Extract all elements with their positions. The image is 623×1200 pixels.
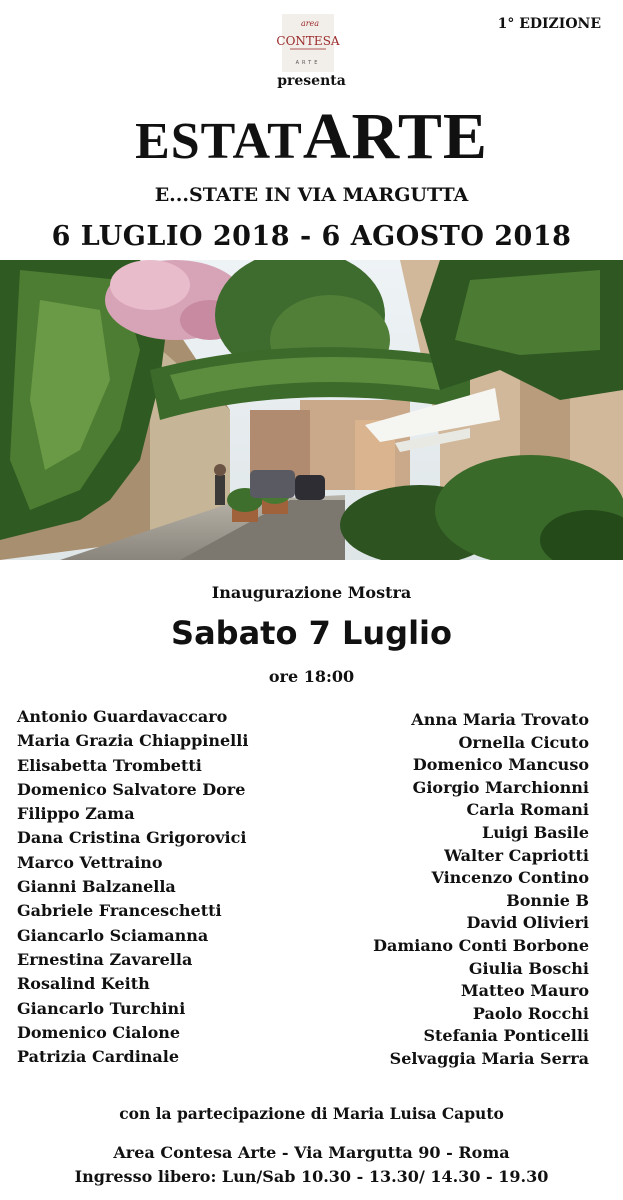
opening-time: ore 18:00 xyxy=(268,667,355,686)
area-contesa-arte-logo xyxy=(276,12,340,74)
artist-name: Antonio Guardavaccaro xyxy=(17,707,228,726)
artist-name: Vincenzo Contino xyxy=(431,868,589,888)
logo-main-text: CONTESA xyxy=(276,34,340,48)
artist-name: Patrizia Cardinale xyxy=(17,1047,180,1067)
event-dates: 6 LUGLIO 2018 - 6 AGOSTO 2018 xyxy=(51,221,572,252)
event-subtitle: E...STATE IN VIA MARGUTTA xyxy=(154,184,469,206)
artist-name: Ernestina Zavarella xyxy=(17,949,193,969)
artist-name: Maria Grazia Chiappinelli xyxy=(17,731,249,751)
artist-name: Domenico Cialone xyxy=(17,1022,181,1042)
artist-name: Luigi Basile xyxy=(481,822,589,842)
artist-name: Walter Capriotti xyxy=(444,845,589,865)
street-photo xyxy=(0,260,623,560)
logo-top-text: area xyxy=(300,19,320,28)
artist-name: Anna Maria Trovato xyxy=(411,710,589,729)
venue-address: Area Contesa Arte - Via Margutta 90 - Roma xyxy=(113,1143,510,1162)
artist-name: Selvaggia Maria Serra xyxy=(389,1048,589,1068)
artist-name: Rosalind Keith xyxy=(17,974,150,994)
artist-name: Carla Romani xyxy=(466,800,589,820)
edition-label: 1° EDIZIONE xyxy=(497,16,601,32)
event-title-part2: ARTE xyxy=(302,100,488,173)
artist-name: Gabriele Franceschetti xyxy=(17,901,222,921)
artist-name: David Olivieri xyxy=(466,913,589,933)
opening-day: Sabato 7 Luglio xyxy=(171,614,452,652)
artist-name: Bonnie B xyxy=(506,890,589,910)
artist-name: Giancarlo Turchini xyxy=(17,998,186,1018)
event-title xyxy=(0,100,623,173)
artists-list-right xyxy=(373,709,589,1071)
presenta-label: presenta xyxy=(277,73,346,89)
artist-name: Ornella Cicuto xyxy=(458,732,589,752)
artist-name: Matteo Mauro xyxy=(460,981,589,1001)
artist-name: Damiano Conti Borbone xyxy=(373,935,589,955)
participation-note: con la partecipazione di Maria Luisa Caputo xyxy=(119,1104,504,1123)
artist-name: Filippo Zama xyxy=(17,804,135,824)
event-title-part1: ESTAT xyxy=(135,113,303,170)
artist-name: Domenico Salvatore Dore xyxy=(17,779,246,799)
artist-name: Gianni Balzanella xyxy=(17,877,176,897)
artist-name: Giulia Boschi xyxy=(468,958,589,978)
artist-name: Domenico Mancuso xyxy=(412,755,589,775)
artist-name: Giorgio Marchionni xyxy=(412,777,589,797)
logo-bottom-text: ARTE xyxy=(295,60,321,66)
artist-name: Elisabetta Trombetti xyxy=(17,755,202,775)
inauguration-heading: Inaugurazione Mostra xyxy=(211,583,412,602)
artists-list-left xyxy=(17,705,248,1069)
artist-name: Marco Vettraino xyxy=(17,852,163,872)
artist-name: Dana Cristina Grigorovici xyxy=(17,828,247,848)
opening-hours: Ingresso libero: Lun/Sab 10.30 - 13.30/ 14.30 - 19.30 xyxy=(74,1167,549,1186)
artist-name: Paolo Rocchi xyxy=(472,1003,589,1023)
artist-name: Stefania Ponticelli xyxy=(423,1026,589,1046)
artist-name: Giancarlo Sciamanna xyxy=(17,925,209,945)
